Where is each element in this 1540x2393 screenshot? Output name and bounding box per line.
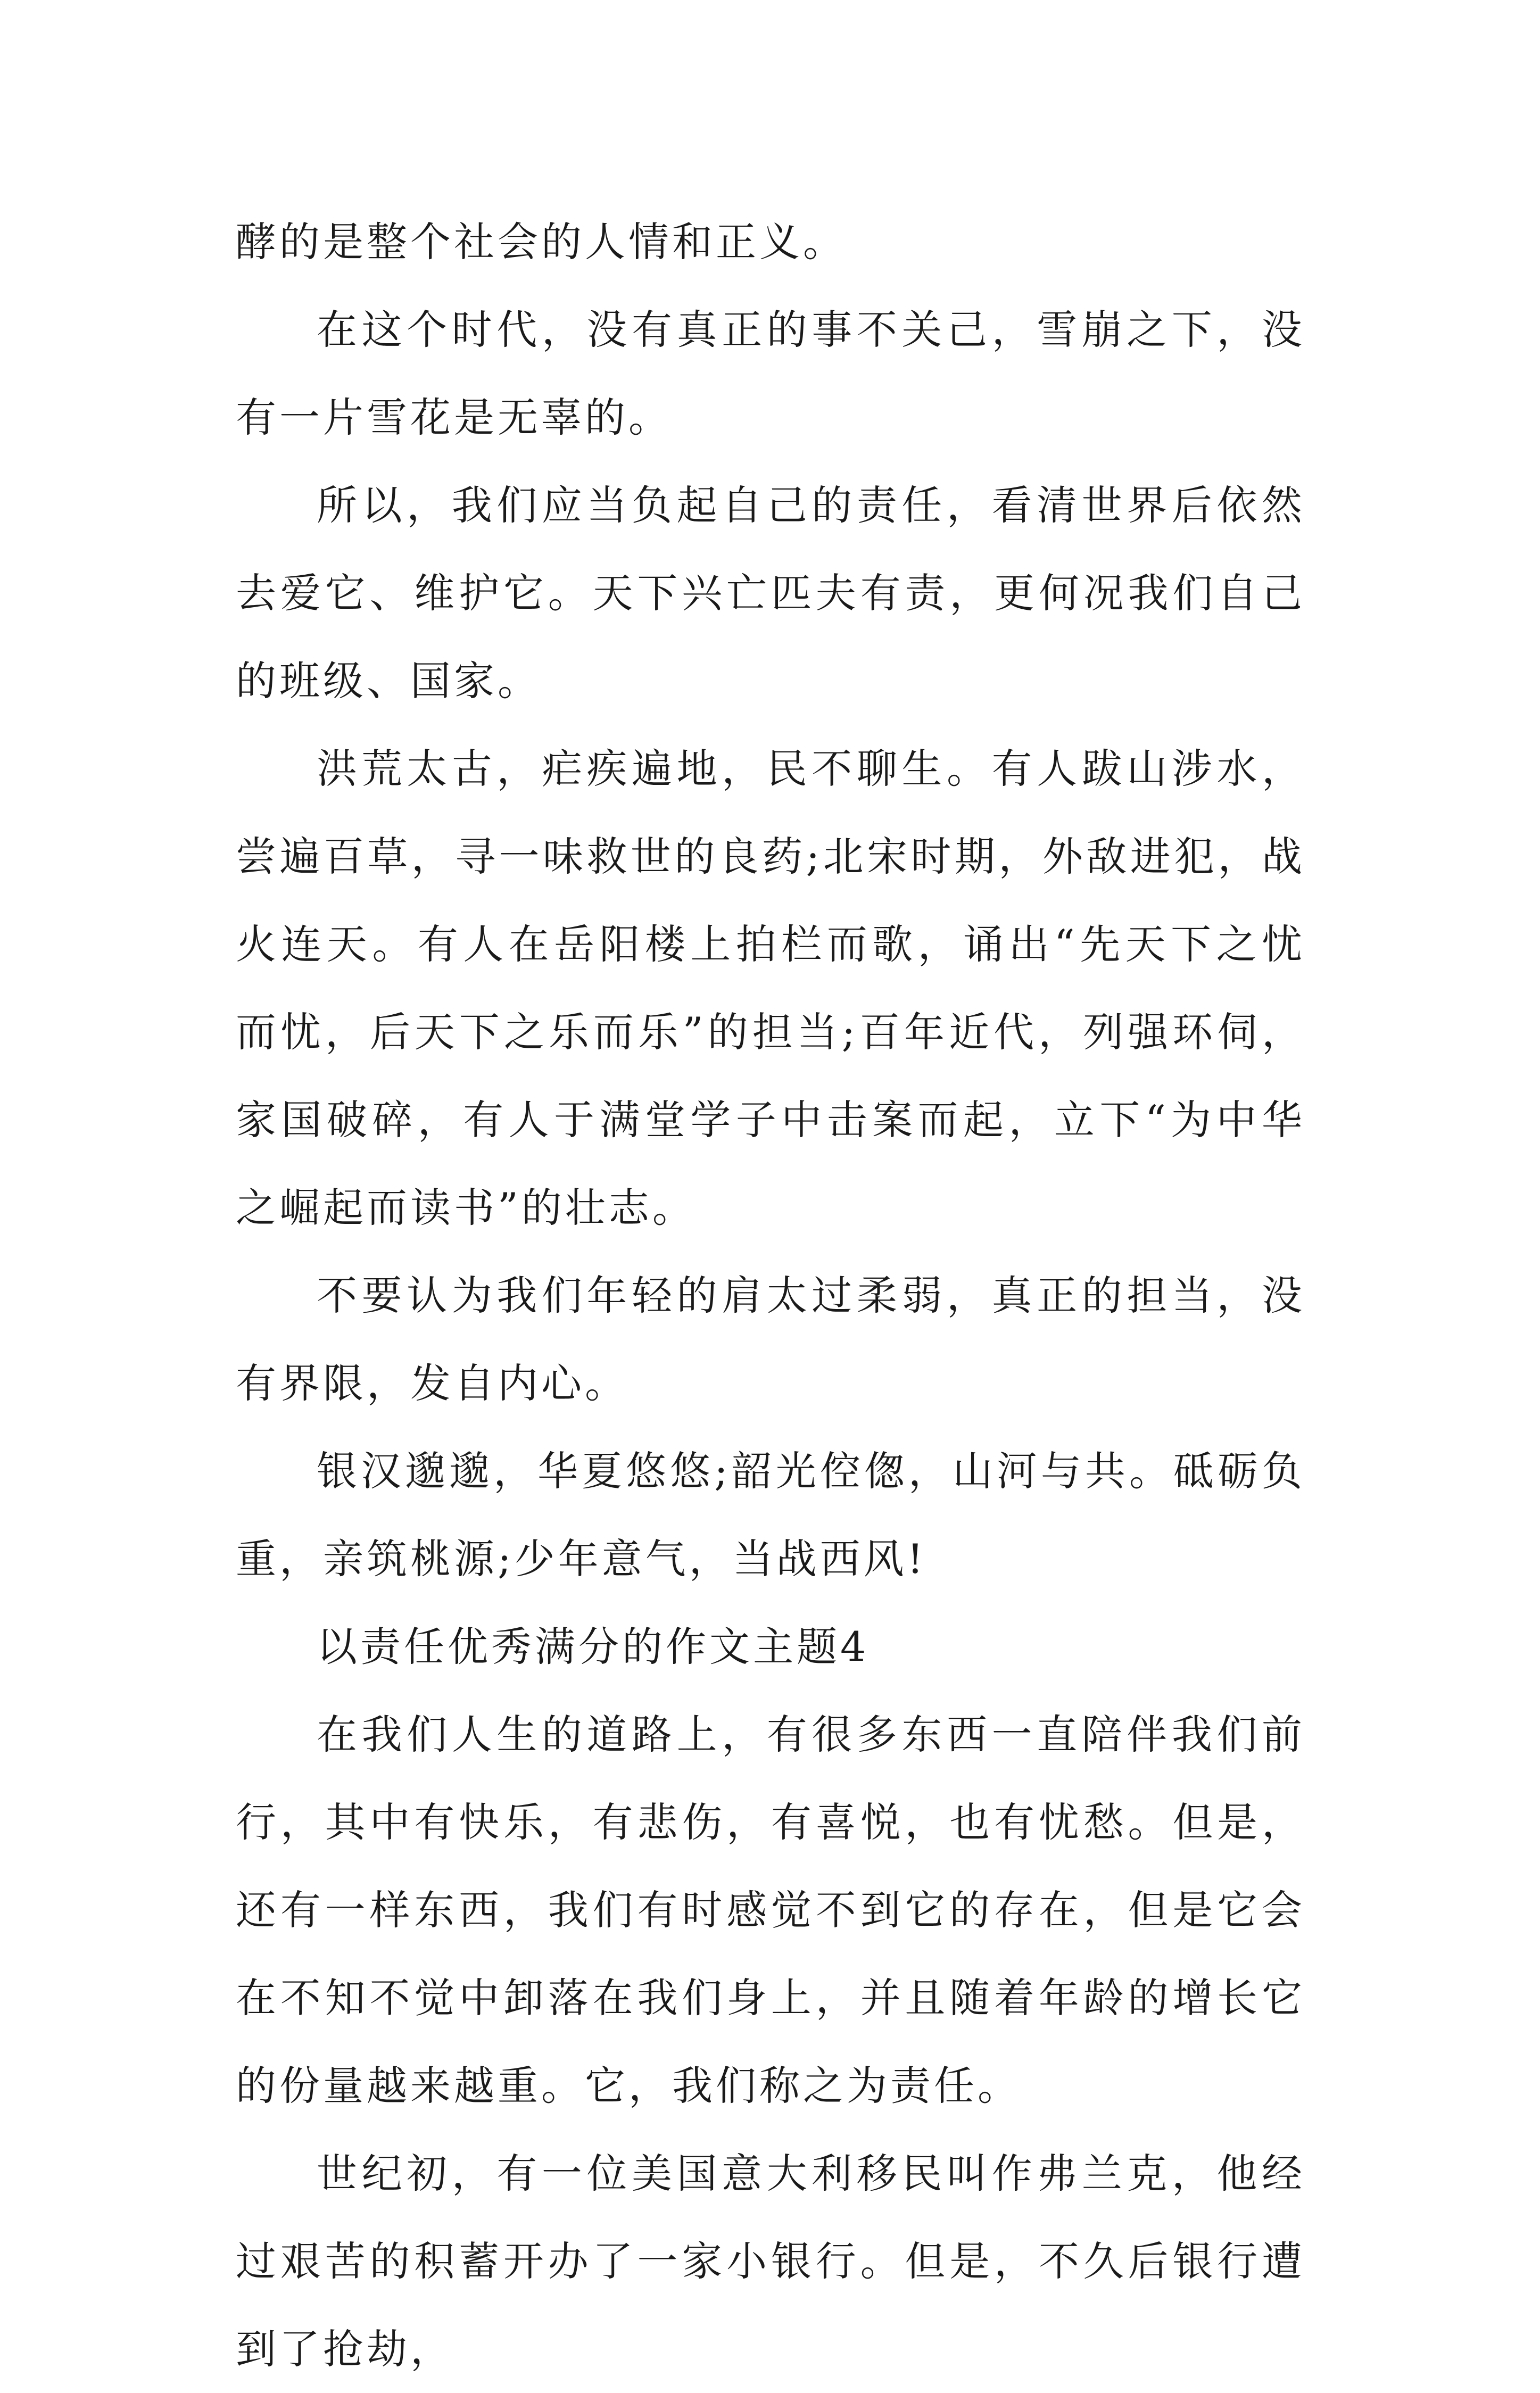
document-body xyxy=(236,198,1305,2393)
section-heading: 以责任优秀满分的作文主题4 xyxy=(317,1623,870,1670)
paragraph-4: 洪荒太古，疟疾遍地，民不聊生。有人跋山涉水，尝遍百草，寻一味救世的良药;北宋时期，外敌进犯，战火连天。有人在岳阳楼上拍栏而歌，诵出“先天下之忧而忧，后天下之乐而乐”的担当;百年近代，列强环伺，家国破碎，有人于满堂学子中击案而起，立下“为中华之崛起而读书”的壮志。 xyxy=(236,745,1305,1231)
paragraph-7: 在我们人生的道路上，有很多东西一直陪伴我们前行，其中有快乐，有悲伤，有喜悦，也有忧愁。但是，还有一样东西，我们有时感觉不到它的存在，但是它会在不知不觉中卸落在我们身上，并且随着年龄的增长它的份量越来越重。它，我们称之为责任。 xyxy=(236,1711,1305,2109)
paragraph-5: 不要认为我们年轻的肩太过柔弱，真正的担当，没有界限，发自内心。 xyxy=(236,1272,1305,1407)
paragraph-2: 在这个时代，没有真正的事不关己，雪崩之下，没有一片雪花是无辜的。 xyxy=(236,306,1305,441)
paragraph-6: 银汉邈邈，华夏悠悠;韶光倥偬，山河与共。砥砺负重，亲筑桃源;少年意气，当战西风! xyxy=(236,1447,1305,1583)
paragraph-3: 所以，我们应当负起自己的责任，看清世界后依然去爱它、维护它。天下兴亡匹夫有责，更何况我们自己的班级、国家。 xyxy=(236,482,1305,705)
paragraph-1: 酵的是整个社会的人情和正义。 xyxy=(236,218,847,266)
paragraph-8: 世纪初，有一位美国意大利移民叫作弗兰克，他经过艰苦的积蓄开办了一家小银行。但是，不久后银行遭到了抢劫， xyxy=(236,2150,1305,2373)
